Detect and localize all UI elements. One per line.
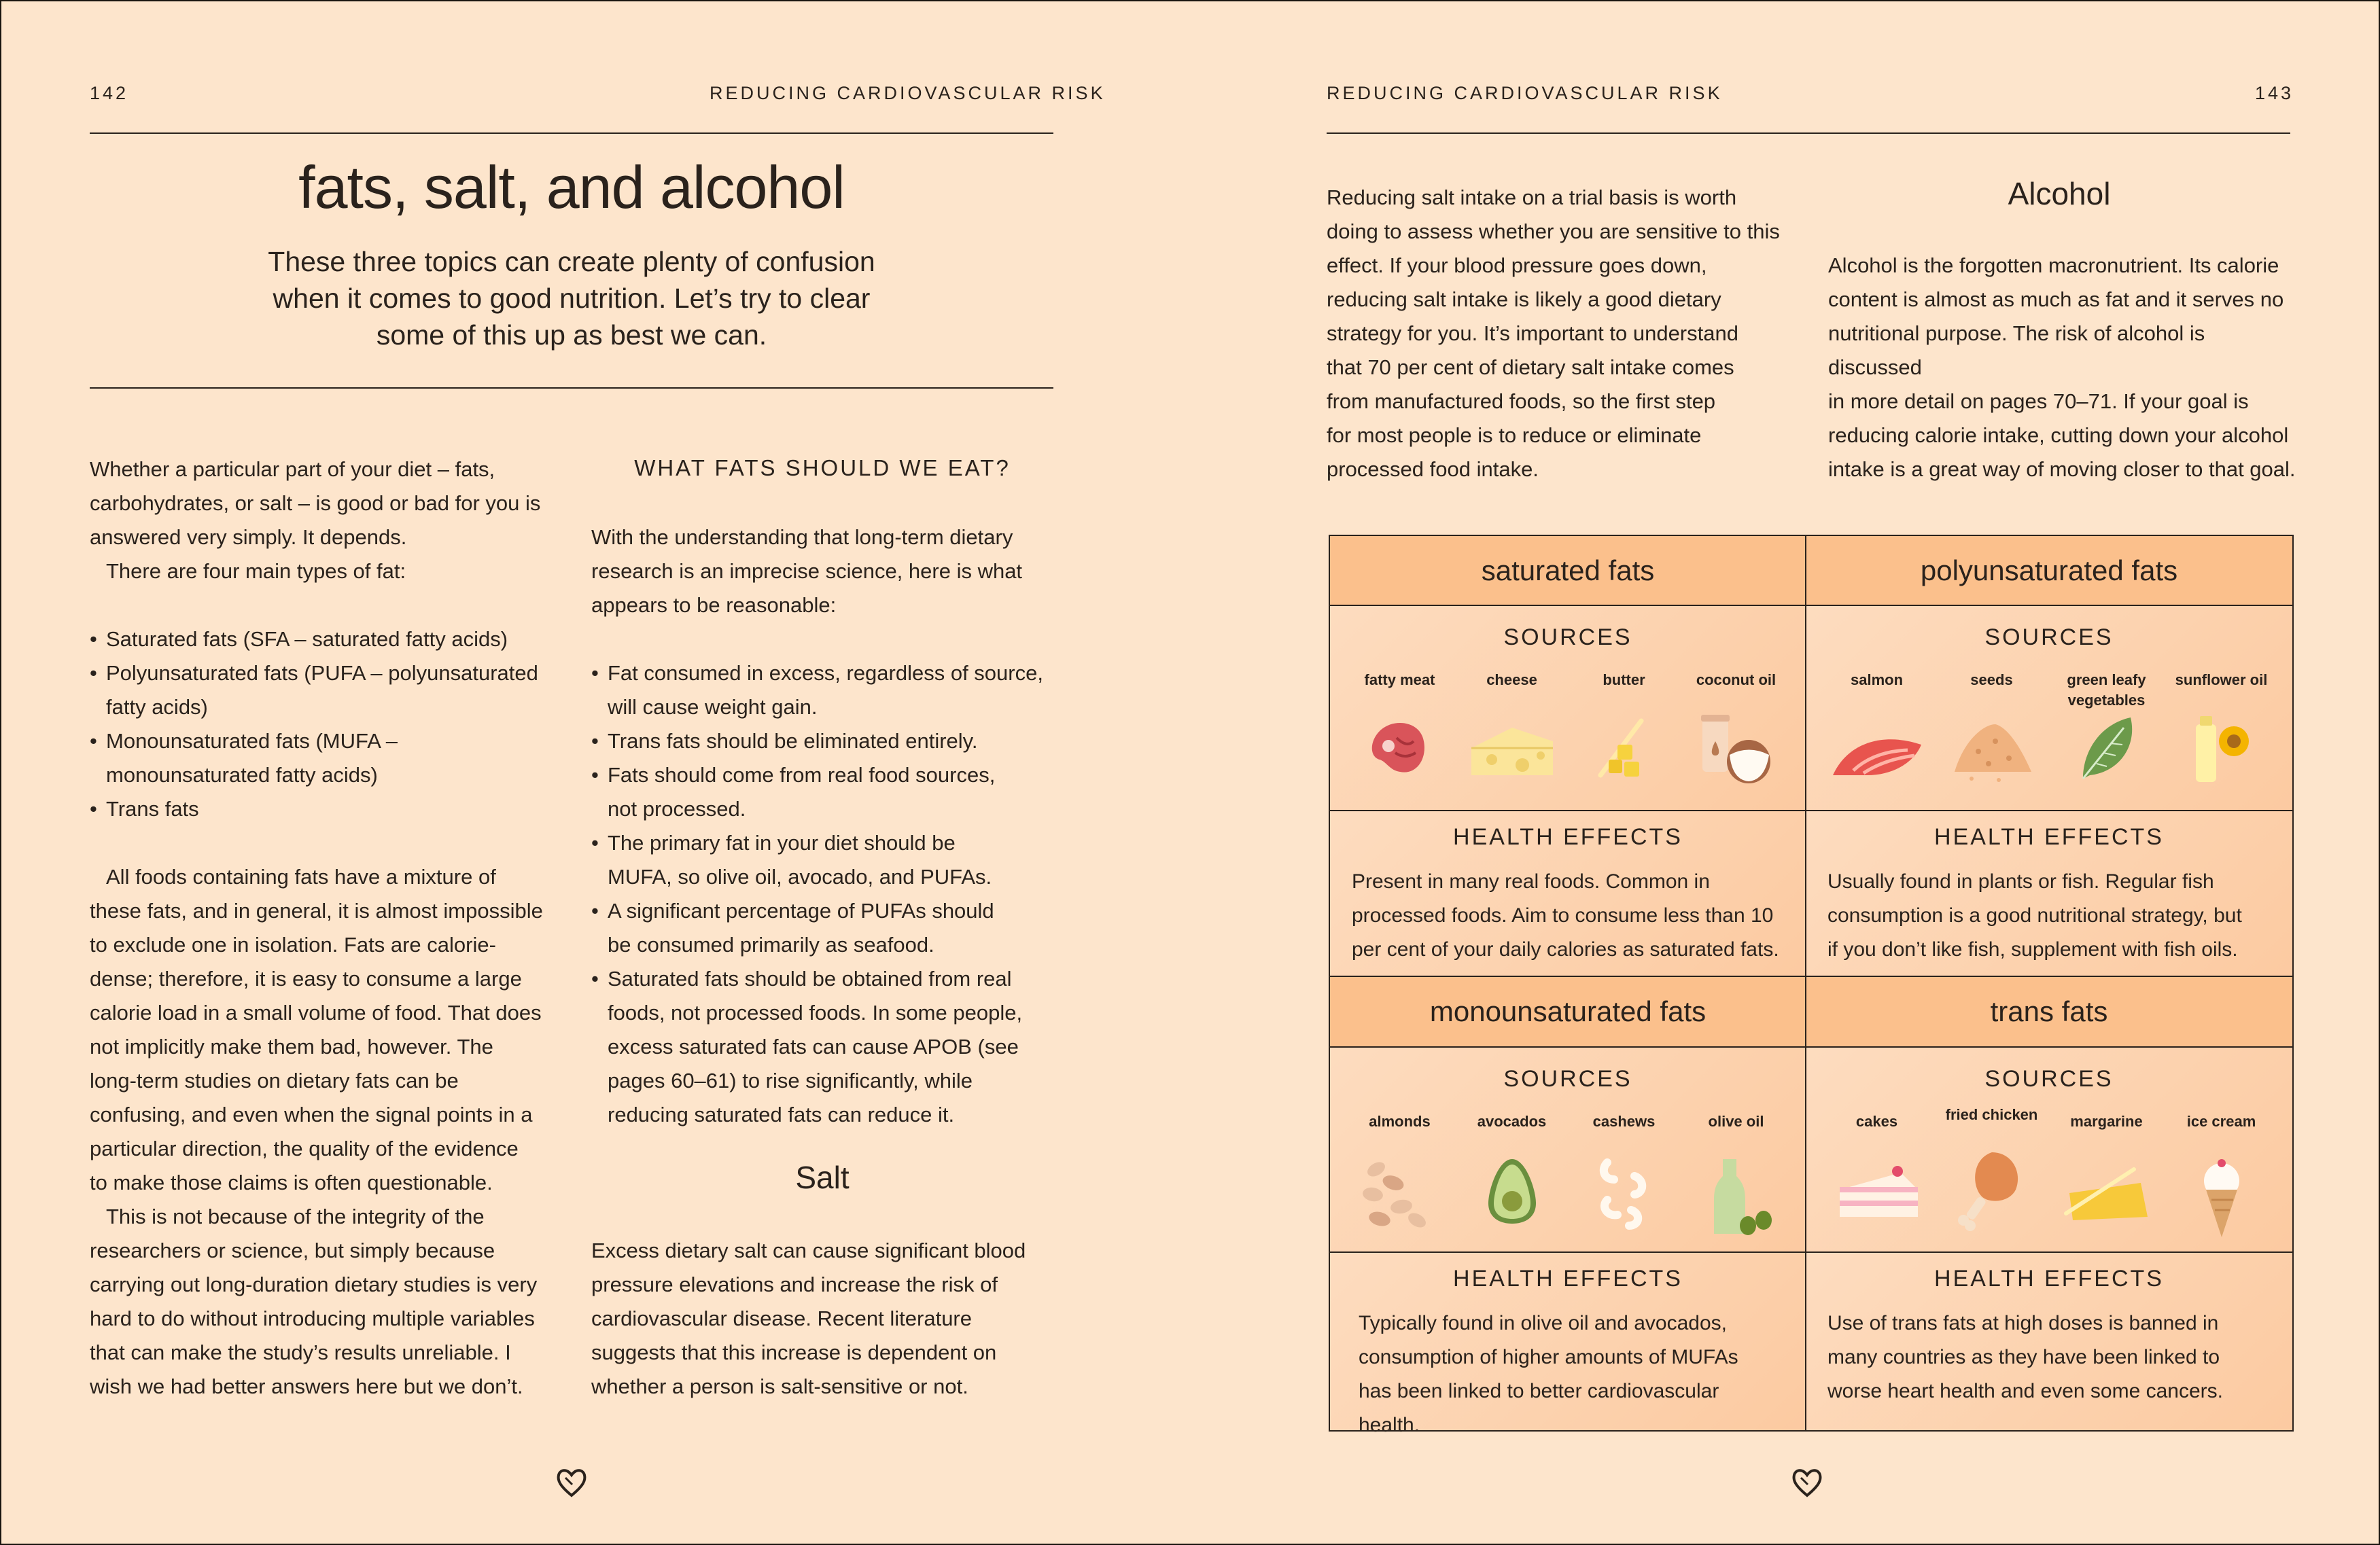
leafy-greens-icon xyxy=(2069,711,2144,785)
list-item: • A significant percentage of PUFAs should be consumed primarily as seafood. xyxy=(591,894,1060,962)
steak-icon xyxy=(1363,711,1437,785)
fat-types-table xyxy=(1329,535,2294,1436)
running-head-left: REDUCING CARDIOVASCULAR RISK xyxy=(710,83,1106,103)
monounsaturated-effects-cell xyxy=(1330,1252,1806,1436)
table-divider xyxy=(1330,1251,2292,1253)
trans-fats-header: trans fats xyxy=(1806,976,2292,1047)
table-divider xyxy=(1330,810,2292,811)
paragraph: This is not because of the integrity of the researchers or science, but simply because carrying out long-duration dietary studies is very hard to do without introducing multiple variables that can make the study’s results unreliable. I wish we had better answers here but we don’t. xyxy=(90,1205,538,1398)
source-item-ice-cream: ice cream xyxy=(2167,1112,2276,1241)
source-item-cheese: cheese xyxy=(1458,670,1567,785)
source-item-cakes: cakes xyxy=(1823,1112,1931,1241)
heart-ornament-icon xyxy=(555,1466,589,1499)
table-divider xyxy=(1805,536,1806,1430)
health-effects-label: HEALTH EFFECTS xyxy=(1934,1266,2164,1292)
fat-types-list xyxy=(90,622,565,826)
source-item-fatty-meat: fatty meat xyxy=(1346,670,1454,785)
sunflower-oil-icon xyxy=(2181,711,2262,785)
body-column-1 xyxy=(90,452,565,1404)
intro-line: when it comes to good nutrition. Let’s try to clear xyxy=(273,283,871,314)
source-item-fried-chicken: fried chicken xyxy=(1938,1112,2046,1241)
butter-icon xyxy=(1587,711,1662,785)
cheese-icon xyxy=(1465,711,1560,785)
page-number-right: 143 xyxy=(2255,83,2294,103)
source-item-olive-oil: olive oil xyxy=(1682,1112,1791,1241)
health-effects-label: HEALTH EFFECTS xyxy=(1453,1266,1683,1292)
source-item-coconut-oil: coconut oil xyxy=(1682,670,1791,785)
body-column-2 xyxy=(591,520,1060,1132)
health-effects-label: HEALTH EFFECTS xyxy=(1453,824,1683,850)
paragraph: All foods containing fats have a mixture of these fats, and in general, it is almost impossible to exclude one in isolation. Fats are calorie- dense; therefore, it is easy to consume a large calorie load in a small volume of food. That does not implicitly make them bad, however. The long-term studies on dietary fats can be confusing, and even when the signal points in a particular direction, the quality of the evidence to make those claims is often questionable. xyxy=(90,865,543,1194)
list-item: • Saturated fats should be obtained from real foods, not processed foods. In some people, excess saturated fats can cause APOB (see pages 60–61) to rise significantly, while reducing saturated fats can reduce it. xyxy=(591,962,1060,1132)
monounsaturated-effects-text: Typically found in olive oil and avocados, consumption of higher amounts of MUFAs has been linked to better cardiovascular health. xyxy=(1359,1312,1738,1436)
page-number-left: 142 xyxy=(90,83,129,103)
paragraph: There are four main types of fat: xyxy=(106,559,406,583)
running-head-right: REDUCING CARDIOVASCULAR RISK xyxy=(1327,83,1723,103)
paragraph: With the understanding that long-term dietary research is an imprecise science, here is what appears to be reasonable: xyxy=(591,525,1023,617)
source-item-sunflower-oil: sunflower oil xyxy=(2167,670,2276,785)
page-title: fats, salt, and alcohol xyxy=(298,154,845,221)
heart-ornament-icon xyxy=(1790,1466,1824,1499)
source-item-butter: butter xyxy=(1570,670,1679,785)
source-item-avocados: avocados xyxy=(1458,1112,1567,1241)
source-item-green-leafy-vegetables: green leafy vegetables xyxy=(2052,670,2161,785)
source-item-almonds: almonds xyxy=(1346,1112,1454,1241)
monounsaturated-fats-header: monounsaturated fats xyxy=(1330,976,1806,1047)
table-divider xyxy=(1330,605,2292,606)
saturated-fats-header: saturated fats xyxy=(1330,536,1806,605)
paragraph: Whether a particular part of your diet – fats, carbohydrates, or salt – is good or bad for you is answered very simply. It depends. xyxy=(90,457,541,549)
trans-sources-cell xyxy=(1806,1047,2292,1252)
cake-icon xyxy=(1830,1152,1925,1227)
salt-continued-text: Reducing salt intake on a trial basis is worth doing to assess whether you are sensitive to this effect. If your blood pressure goes down, reducing salt intake is likely a good dietary strategy for you. It’s important to understand that 70 per cent of dietary salt intake comes from manufactured foods, so the first step for most people is to reduce or eliminate processed food intake. xyxy=(1327,185,1780,481)
salt-text: Excess dietary salt can cause significant blood pressure elevations and increase the risk of cardiovascular disease. Recent literature suggests that this increase is dependent on whether a person is salt-sensitive or not. xyxy=(591,1239,1026,1398)
margarine-icon xyxy=(2059,1152,2154,1227)
table-divider xyxy=(1330,976,2292,977)
list-item: • Fat consumed in excess, regardless of source, will cause weight gain. xyxy=(591,656,1060,724)
source-item-seeds: seeds xyxy=(1938,670,2046,785)
polyunsaturated-sources-cell xyxy=(1806,605,2292,811)
section-heading-alcohol: Alcohol xyxy=(2008,176,2111,211)
polyunsaturated-fats-header: polyunsaturated fats xyxy=(1806,536,2292,605)
intro-line: These three topics can create plenty of confusion xyxy=(268,246,875,277)
salmon-icon xyxy=(1826,711,1928,785)
health-effects-label: HEALTH EFFECTS xyxy=(1934,824,2164,850)
table-divider xyxy=(1330,1046,2292,1048)
almonds-icon xyxy=(1352,1152,1448,1241)
sources-label: SOURCES xyxy=(1503,1066,1632,1092)
sources-label: SOURCES xyxy=(1984,1066,2114,1092)
source-item-margarine: margarine xyxy=(2052,1112,2161,1241)
sources-label: SOURCES xyxy=(1503,624,1632,650)
source-item-salmon: salmon xyxy=(1823,670,1931,785)
sources-label: SOURCES xyxy=(1984,624,2114,650)
top-rule-right xyxy=(1327,132,2290,134)
ice-cream-icon xyxy=(2184,1152,2259,1241)
recommendations-list xyxy=(591,656,1060,1132)
alcohol-text: Alcohol is the forgotten macronutrient. Its calorie content is almost as much as fat and it serves no nutritional purpose. The risk of alcohol is discussed in more detail on pages 70–71. If your goal is reducing calorie intake, cutting down your alcohol intake is a great way of moving closer to that goal. xyxy=(1828,253,2296,481)
trans-effects-text: Use of trans fats at high doses is banned in many countries as they have been linked to worse heart health and even some cancers. xyxy=(1827,1312,2223,1402)
top-rule-left xyxy=(90,132,1053,134)
list-item: • Saturated fats (SFA – saturated fatty acids) xyxy=(90,622,565,656)
intro-line: some of this up as best we can. xyxy=(376,319,767,351)
coconut-oil-icon xyxy=(1696,711,1777,785)
list-item: • Polyunsaturated fats (PUFA – polyunsaturated fatty acids) xyxy=(90,656,565,724)
section-heading-salt: Salt xyxy=(795,1160,850,1195)
list-item: • Trans fats xyxy=(90,792,565,826)
intro-text xyxy=(90,243,1053,353)
monounsaturated-sources-cell xyxy=(1330,1047,1806,1252)
list-item: • Fats should come from real food sources, not processed. xyxy=(591,758,1060,826)
list-item: • The primary fat in your diet should be MUFA, so olive oil, avocado, and PUFAs. xyxy=(591,826,1060,894)
polyunsaturated-effects-text: Usually found in plants or fish. Regular fish consumption is a good nutritional strategy, but if you don’t like fish, supplement with fish oils. xyxy=(1827,870,2242,961)
source-item-cashews: cashews xyxy=(1570,1112,1679,1241)
saturated-effects-text: Present in many real foods. Common in processed foods. Aim to consume less than 10 per cent of your daily calories as saturated fats. xyxy=(1352,870,1779,961)
saturated-sources-cell xyxy=(1330,605,1806,811)
trans-effects-cell xyxy=(1806,1252,2292,1430)
avocado-icon xyxy=(1475,1152,1550,1227)
intro-rule xyxy=(90,387,1053,389)
list-item: • Monounsaturated fats (MUFA – monounsaturated fatty acids) xyxy=(90,724,565,792)
seeds-icon xyxy=(1944,711,2040,785)
saturated-effects-cell xyxy=(1330,811,1806,976)
polyunsaturated-effects-cell xyxy=(1806,811,2292,976)
olive-oil-icon xyxy=(1699,1152,1774,1241)
list-item: • Trans fats should be eliminated entirely. xyxy=(591,724,1060,758)
section-heading-what-fats: WHAT FATS SHOULD WE EAT? xyxy=(634,455,1011,480)
fried-chicken-icon xyxy=(1951,1146,2033,1234)
cashews-icon xyxy=(1587,1152,1662,1234)
